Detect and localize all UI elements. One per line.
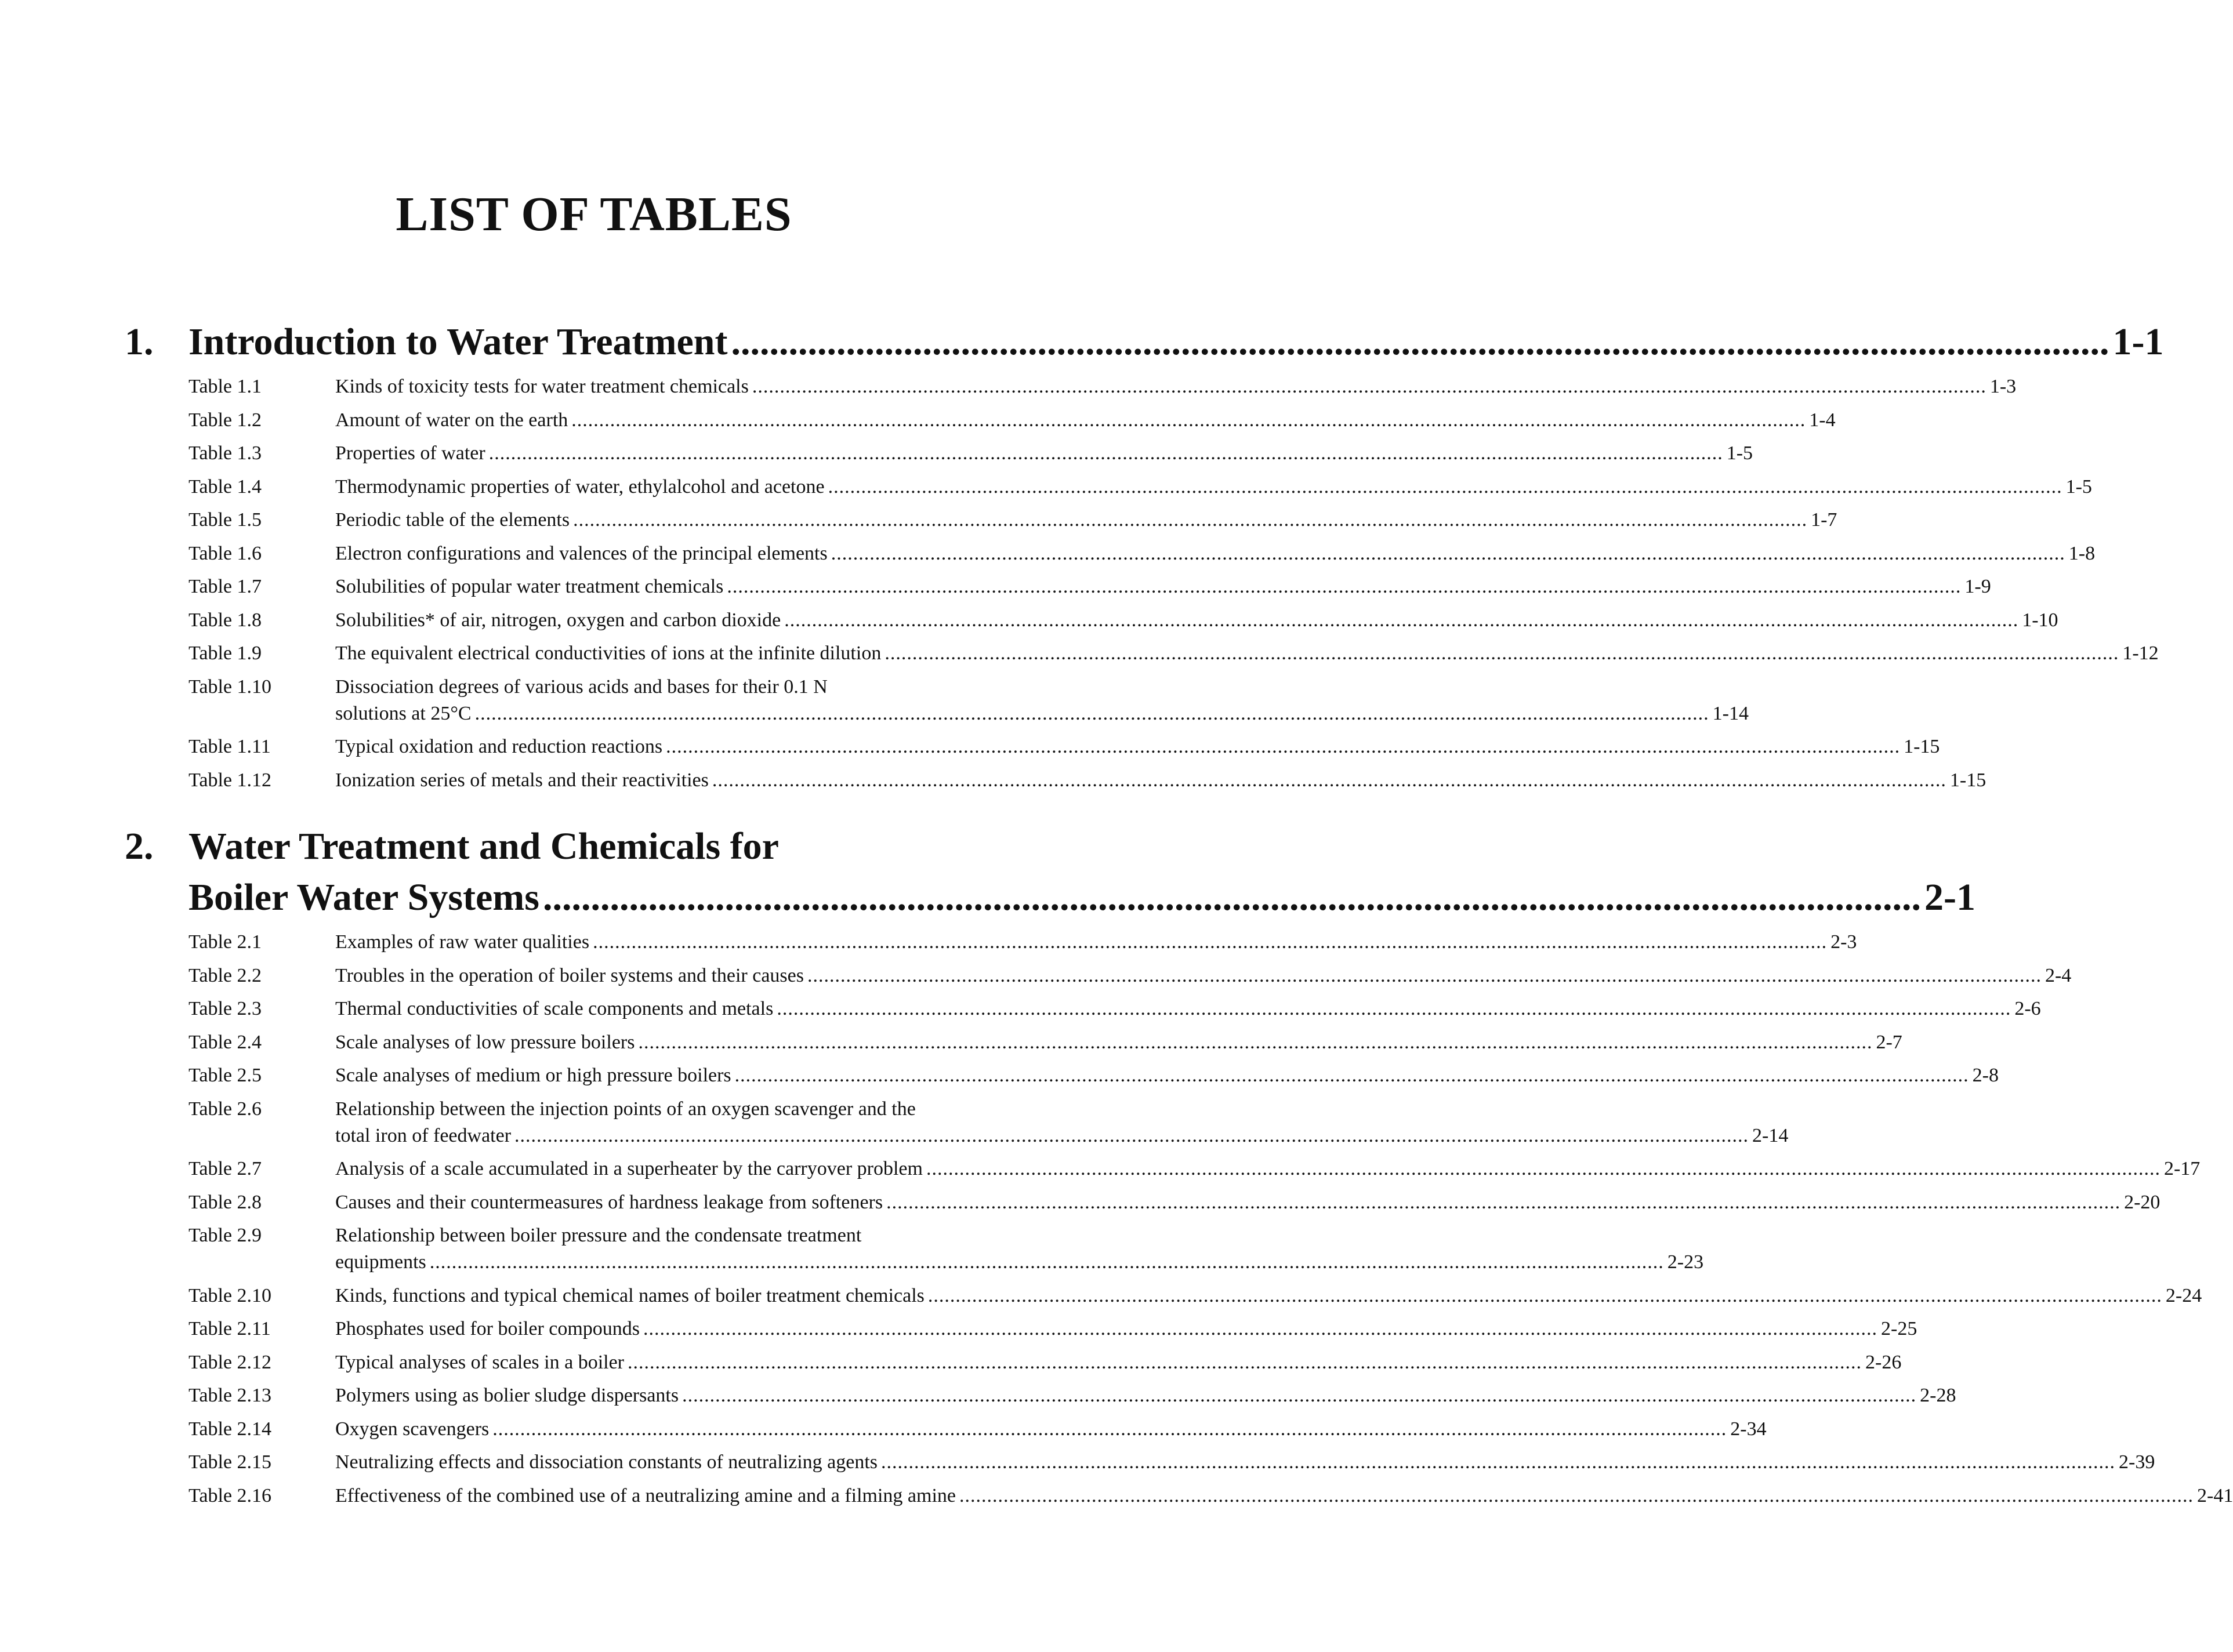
dot-leader: [884, 640, 2119, 667]
table-page: 1-3: [1989, 376, 2017, 397]
table-number: Table 1.5: [188, 509, 262, 531]
table-number: Table 1.11: [188, 736, 271, 757]
table-page: 2-28: [1920, 1385, 1956, 1406]
dot-leader: [573, 507, 1807, 533]
table-number: Table 1.2: [188, 409, 262, 431]
chapter-1-heading[interactable]: [125, 317, 2164, 368]
table-entry[interactable]: [188, 929, 1857, 956]
chapter-title-continued: Boiler Water Systems: [188, 876, 539, 918]
table-entry[interactable]: [188, 734, 1940, 760]
dot-leader: [543, 872, 1921, 923]
table-page: 1-14: [1712, 702, 1749, 724]
table-number: Table 2.13: [188, 1385, 272, 1406]
dot-leader: [571, 407, 1806, 434]
table-number: Table 2.9: [188, 1225, 262, 1246]
table-caption: Properties of water: [335, 442, 485, 464]
table-caption: Solubilities* of air, nitrogen, oxygen and carbon dioxide: [335, 609, 781, 631]
table-caption: Scale analyses of low pressure boilers: [335, 1031, 635, 1053]
table-page: 1-10: [2022, 609, 2058, 631]
table-page: 2-7: [1876, 1031, 1902, 1053]
dot-leader: [492, 1416, 1727, 1443]
table-number: Table 1.10: [188, 676, 272, 698]
dot-leader: [489, 440, 1723, 467]
table-caption: Typical analyses of scales in a boiler: [335, 1351, 624, 1373]
dot-leader: [643, 1316, 1877, 1342]
table-entry[interactable]: [188, 540, 2096, 567]
table-number: Table 2.16: [188, 1484, 272, 1506]
table-page: 2-26: [1865, 1351, 1902, 1373]
table-number: Table 1.4: [188, 475, 262, 498]
table-number: Table 1.9: [188, 642, 262, 664]
dot-leader: [514, 1123, 1749, 1149]
table-page: 2-24: [2165, 1284, 2202, 1306]
dot-leader: [959, 1483, 2194, 1509]
table-page: 1-8: [2068, 542, 2096, 564]
table-number: Table 2.10: [188, 1284, 272, 1306]
chapter-page: 1-1: [2112, 321, 2164, 363]
table-page: 1-5: [2065, 475, 2092, 498]
table-entry[interactable]: [188, 674, 1749, 727]
table-number: Table 1.8: [188, 609, 262, 631]
dot-leader: [928, 1283, 2162, 1309]
dot-leader: [831, 540, 2065, 567]
table-page: 2-39: [2119, 1451, 2155, 1473]
table-caption: Kinds of toxicity tests for water treatment chemicals: [335, 376, 749, 397]
table-page: 2-4: [2044, 964, 2072, 986]
table-page: 2-20: [2124, 1191, 2160, 1213]
table-number: Table 1.3: [188, 442, 262, 464]
dot-leader: [593, 929, 1827, 956]
dot-leader: [727, 573, 1961, 600]
table-caption: Typical oxidation and reduction reactions: [335, 736, 663, 757]
table-number: Table 2.1: [188, 931, 262, 953]
chapter-title: Water Treatment and Chemicals for: [188, 825, 779, 867]
dot-leader: [628, 1349, 1862, 1376]
table-number: Table 2.3: [188, 998, 262, 1019]
table-entry[interactable]: [188, 607, 2058, 634]
table-number: Table 1.6: [188, 542, 262, 564]
dot-leader: [712, 767, 1946, 794]
table-number: Table 2.8: [188, 1191, 262, 1213]
table-entry[interactable]: [188, 767, 1986, 794]
table-page: 1-15: [1904, 736, 1940, 757]
chapter-title: Introduction to Water Treatment: [188, 321, 728, 363]
table-number: Table 2.12: [188, 1351, 272, 1373]
table-caption: Polymers using as bolier sludge dispersants: [335, 1385, 679, 1406]
table-page: 2-34: [1730, 1418, 1767, 1440]
table-number: Table 2.6: [188, 1098, 262, 1120]
table-caption: Phosphates used for boiler compounds: [335, 1318, 640, 1339]
table-number: Table 2.2: [188, 964, 262, 986]
table-page: 2-6: [2014, 998, 2041, 1019]
table-page: 2-23: [1667, 1251, 1704, 1273]
table-page: 2-14: [1752, 1124, 1789, 1146]
dot-leader: [777, 996, 2011, 1022]
table-page: 1-7: [1811, 509, 1837, 531]
table-caption: Thermal conductivities of scale components and metals: [335, 998, 774, 1019]
table-caption: Neutralizing effects and dissociation constants of neutralizing agents: [335, 1451, 878, 1473]
table-caption: Relationship between the injection points of an oxygen scavenger and the: [335, 1098, 916, 1120]
table-caption: Troubles in the operation of boiler systems and their causes: [335, 964, 804, 986]
table-caption: Amount of water on the earth: [335, 409, 568, 431]
table-caption: The equivalent electrical conductivities of ions at the infinite dilution: [335, 642, 882, 664]
table-caption: Dissociation degrees of various acids and bases for their 0.1 N: [335, 676, 828, 698]
table-entry[interactable]: [188, 640, 2159, 667]
table-entry[interactable]: [188, 1449, 2155, 1476]
table-page: 1-9: [1964, 576, 1991, 597]
dot-leader: [735, 1062, 1969, 1089]
table-number: Table 2.5: [188, 1065, 262, 1086]
chapter-2-table-list: [188, 929, 2233, 1516]
table-caption: Oxygen scavengers: [335, 1418, 490, 1440]
table-entry[interactable]: [188, 1283, 2202, 1309]
dot-leader: [430, 1249, 1664, 1276]
table-page: 1-5: [1726, 442, 1753, 464]
dot-leader: [752, 373, 1986, 400]
table-number: Table 2.14: [188, 1418, 272, 1440]
table-entry[interactable]: [188, 1029, 1902, 1056]
table-entry[interactable]: [188, 1483, 2233, 1509]
table-entry[interactable]: [188, 1156, 2201, 1182]
table-entry[interactable]: [188, 1382, 1956, 1409]
table-entry[interactable]: [188, 1189, 2160, 1216]
table-number: Table 2.4: [188, 1031, 262, 1053]
table-caption: Kinds, functions and typical chemical names of boiler treatment chemicals: [335, 1284, 925, 1306]
table-page: 1-4: [1809, 409, 1836, 431]
table-entry[interactable]: [188, 507, 1837, 533]
dot-leader: [926, 1156, 2160, 1182]
dot-leader: [666, 734, 1900, 760]
dot-leader: [807, 963, 2042, 989]
table-page: 2-3: [1830, 931, 1857, 953]
dot-leader: [828, 474, 2062, 500]
dot-leader: [475, 700, 1709, 727]
table-caption: Scale analyses of medium or high pressure boilers: [335, 1065, 731, 1086]
table-number: Table 2.15: [188, 1451, 272, 1473]
table-page: 1-12: [2122, 642, 2159, 664]
chapter-2-heading[interactable]: [125, 821, 1975, 923]
table-entry[interactable]: [188, 1222, 1704, 1276]
table-page: 2-8: [1972, 1065, 1999, 1086]
table-page: 2-41: [2197, 1484, 2233, 1506]
table-caption: Causes and their countermeasures of hardness leakage from softeners: [335, 1191, 883, 1213]
page-title: LIST OF TABLES: [396, 187, 792, 241]
table-page: 2-25: [1881, 1318, 1917, 1339]
dot-leader: [731, 317, 2109, 368]
table-number: Table 2.11: [188, 1318, 271, 1339]
table-entry[interactable]: [188, 1062, 1999, 1089]
chapter-number: 1.: [125, 321, 154, 363]
table-caption: Ionization series of metals and their reactivities: [335, 769, 709, 791]
table-number: Table 1.7: [188, 576, 262, 597]
table-page: 1-15: [1949, 769, 1986, 791]
table-entry[interactable]: [188, 996, 2041, 1022]
table-entry[interactable]: [188, 1416, 1767, 1443]
table-caption: Periodic table of the elements: [335, 509, 570, 531]
table-caption: Electron configurations and valences of the principal elements: [335, 542, 828, 564]
table-entry[interactable]: [188, 1096, 1789, 1149]
dot-leader: [881, 1449, 2115, 1476]
table-caption: Relationship between boiler pressure and the condensate treatment: [335, 1225, 862, 1246]
chapter-1-table-list: [188, 373, 2159, 800]
dot-leader: [886, 1189, 2120, 1216]
table-entry[interactable]: [188, 1316, 1917, 1342]
table-entry[interactable]: [188, 474, 2092, 500]
table-caption: Solubilities of popular water treatment chemicals: [335, 576, 724, 597]
table-caption: Thermodynamic properties of water, ethylalcohol and acetone: [335, 475, 825, 498]
table-entry[interactable]: [188, 573, 1991, 600]
table-entry[interactable]: [188, 373, 2017, 400]
table-entry[interactable]: [188, 440, 1753, 467]
chapter-number: 2.: [125, 825, 154, 867]
table-entry[interactable]: [188, 1349, 1902, 1376]
table-caption-continued: total iron of feedwater: [335, 1124, 512, 1146]
table-entry[interactable]: [188, 407, 1836, 434]
dot-leader: [638, 1029, 1872, 1056]
table-caption-continued: solutions at 25°C: [335, 702, 472, 724]
table-number: Table 2.7: [188, 1158, 262, 1179]
dot-leader: [784, 607, 2018, 634]
table-caption-continued: equipments: [335, 1251, 426, 1273]
table-number: Table 1.1: [188, 376, 262, 397]
table-caption: Analysis of a scale accumulated in a superheater by the carryover problem: [335, 1158, 923, 1179]
chapter-page: 2-1: [1924, 876, 1975, 918]
table-caption: Effectiveness of the combined use of a neutralizing amine and a filming amine: [335, 1484, 956, 1506]
table-caption: Examples of raw water qualities: [335, 931, 590, 953]
dot-leader: [682, 1382, 1916, 1409]
table-number: Table 1.12: [188, 769, 272, 791]
table-page: 2-17: [2163, 1158, 2201, 1179]
table-entry[interactable]: [188, 963, 2072, 989]
